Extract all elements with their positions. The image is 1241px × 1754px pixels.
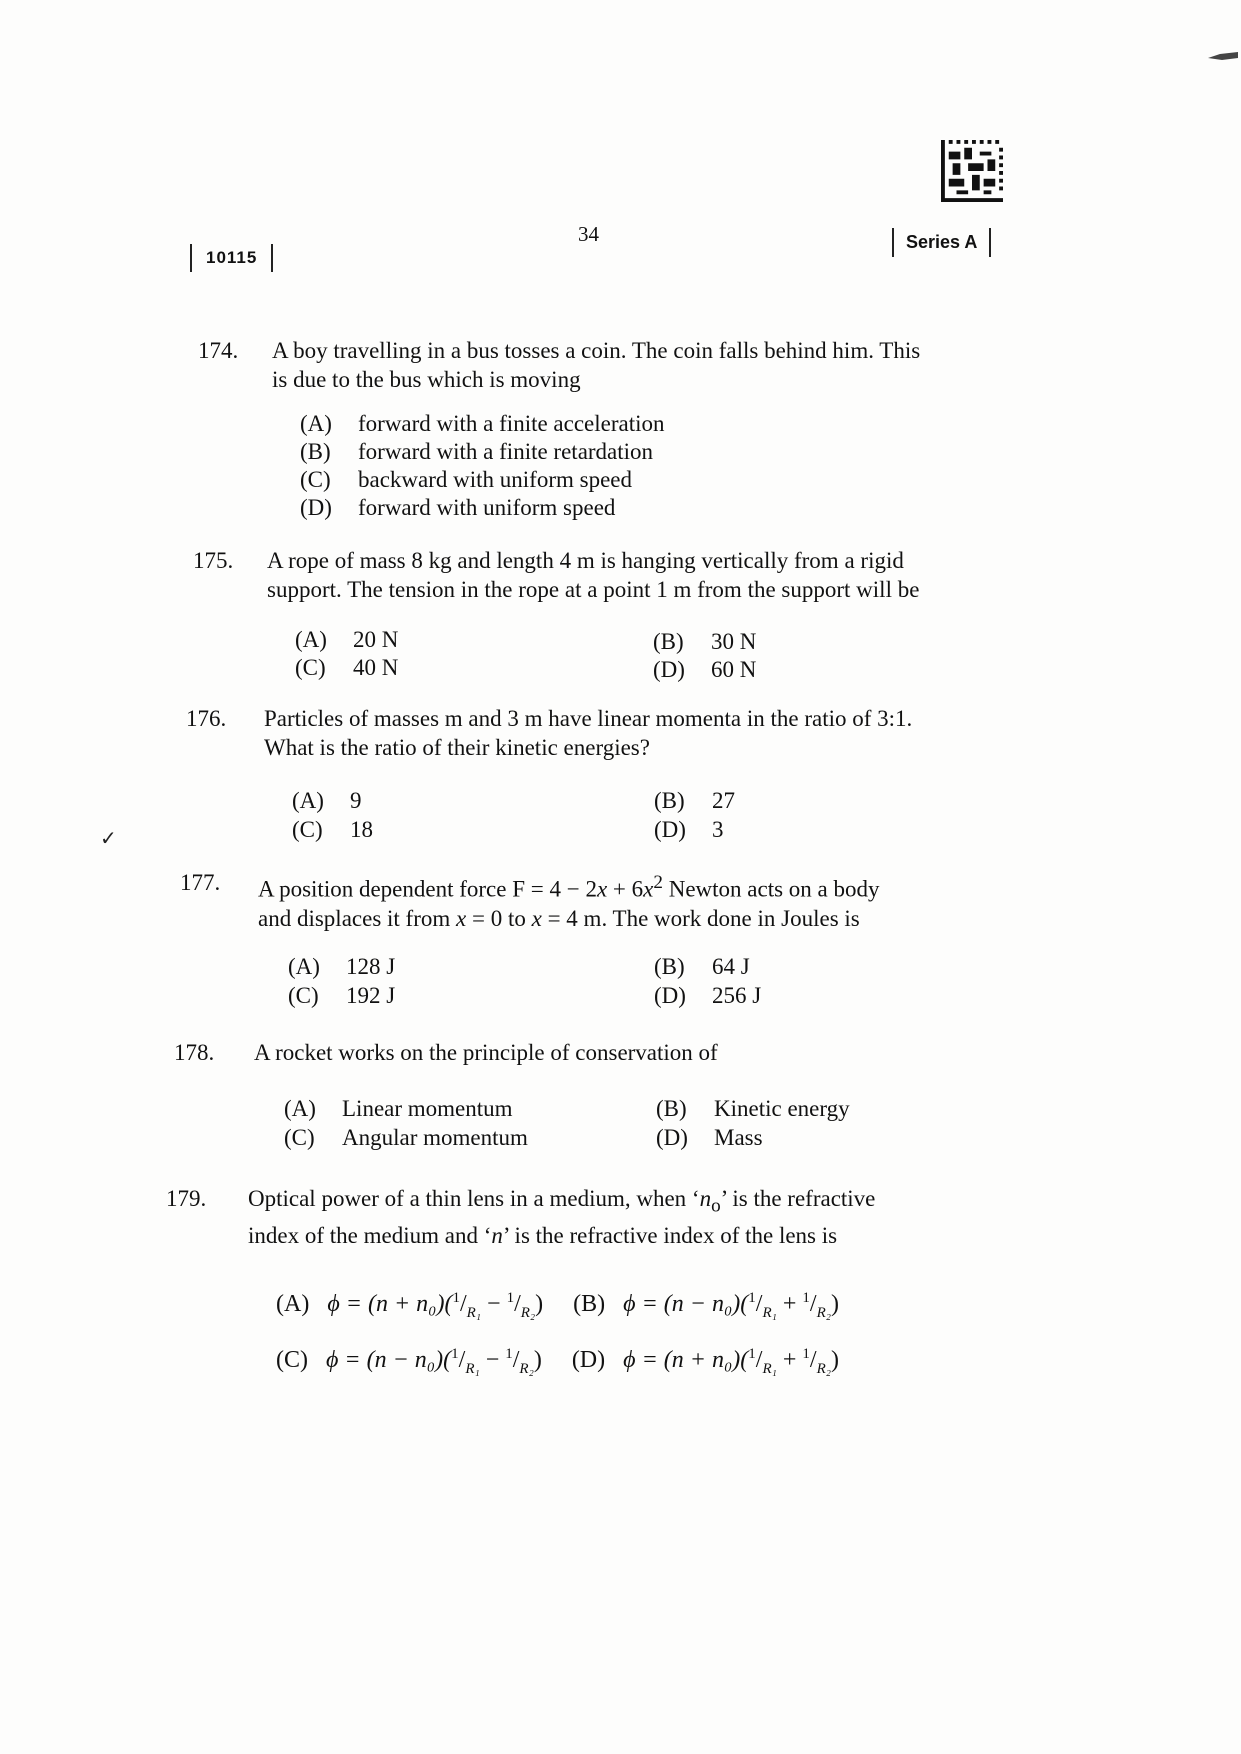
option-a: (A) forward with a finite acceleration xyxy=(300,411,665,436)
option-c: (C) backward with uniform speed xyxy=(300,467,633,492)
option-c: (C) Angular momentum xyxy=(284,1125,528,1150)
option-b: (B) forward with a finite retardation xyxy=(300,439,654,464)
options-174 xyxy=(300,410,665,522)
option-a: (A) 20 N xyxy=(295,627,399,652)
paper-code: 10115 xyxy=(190,244,273,272)
option-c: (C) 192 J xyxy=(288,983,396,1008)
options-179-row-1 xyxy=(276,1290,839,1322)
scan-mark-icon xyxy=(1208,52,1238,62)
option-b: (B) $\phi = (n - n_0)(^1/_{R_1} + ^1/_{R_2})$ xyxy=(573,1290,839,1321)
option-d: (D) 3 xyxy=(654,817,724,842)
question-number: 176. xyxy=(186,706,227,731)
option-d: (D) 60 N xyxy=(653,657,757,682)
option-d: (D) 256 J xyxy=(654,983,762,1008)
option-d: (D) forward with uniform speed xyxy=(300,495,616,520)
option-a: (A) 9 xyxy=(292,788,362,813)
question-number: 174. xyxy=(198,338,239,363)
question-174 xyxy=(198,336,1018,406)
option-c: (C) $\phi = (n - n_0)(^1/_{R_1} - ^1/_{R_2})$ xyxy=(276,1346,542,1377)
series-label: Series A xyxy=(892,228,991,257)
datamatrix-code-icon xyxy=(940,140,1004,202)
option-a: (A) $\phi = (n + n_0)(^1/_{R_1} - ^1/_{R_2})$ xyxy=(276,1290,544,1321)
question-text: A boy travelling in a bus tosses a coin. The coin falls behind him. This is due to the bus which is moving xyxy=(272,338,921,392)
question-number: 179. xyxy=(166,1186,207,1211)
option-c: (C) 18 xyxy=(292,817,373,842)
page-number: 34 xyxy=(578,222,599,246)
options-179-row-2 xyxy=(276,1346,839,1378)
question-text: A rocket works on the principle of conservation of xyxy=(254,1040,718,1065)
option-d: (D) $\phi = (n + n_0)(^1/_{R_1} + ^1/_{R_2})$ xyxy=(571,1346,839,1377)
question-176 xyxy=(186,704,1026,768)
options-177 xyxy=(288,952,1008,1012)
question-number: 177. xyxy=(180,870,221,895)
question-178 xyxy=(174,1038,1034,1070)
option-a: (A) Linear momentum xyxy=(284,1096,513,1121)
option-b: (B) 30 N xyxy=(653,629,757,654)
option-b: (B) 64 J xyxy=(654,954,750,979)
question-179 xyxy=(166,1184,1046,1248)
options-176 xyxy=(292,786,1012,846)
option-d: (D) Mass xyxy=(656,1125,763,1150)
option-a: (A) 128 J xyxy=(288,954,396,979)
question-text: Particles of masses m and 3 m have linear momenta in the ratio of 3:1. What is the ratio of their kinetic energies? xyxy=(264,706,913,760)
question-number: 175. xyxy=(193,548,234,573)
question-text: A position dependent force $F = 4 - 2x + 6x^2$ Newton acts on a body and displaces it from x = 0 to x = 4 m. The work done in Joules is xyxy=(258,872,880,931)
question-text: Optical power of a thin lens in a medium, when ‘$n_o$’ is the refractive index of the medium and ‘n’ is the refractive index of the lens is xyxy=(248,1186,876,1248)
tick-mark-icon: ✓ xyxy=(100,828,117,850)
option-b: (B) 27 xyxy=(654,788,735,813)
question-number: 178. xyxy=(174,1040,215,1065)
options-178 xyxy=(284,1094,1004,1154)
option-c: (C) 40 N xyxy=(295,655,399,680)
option-b: (B) Kinetic energy xyxy=(656,1096,850,1121)
question-177 xyxy=(180,868,1030,932)
question-text: A rope of mass 8 kg and length 4 m is hanging vertically from a rigid support. The tension in the rope at a point 1 m from the support will be xyxy=(267,548,920,602)
options-175 xyxy=(295,625,1015,685)
question-175 xyxy=(193,546,1023,610)
